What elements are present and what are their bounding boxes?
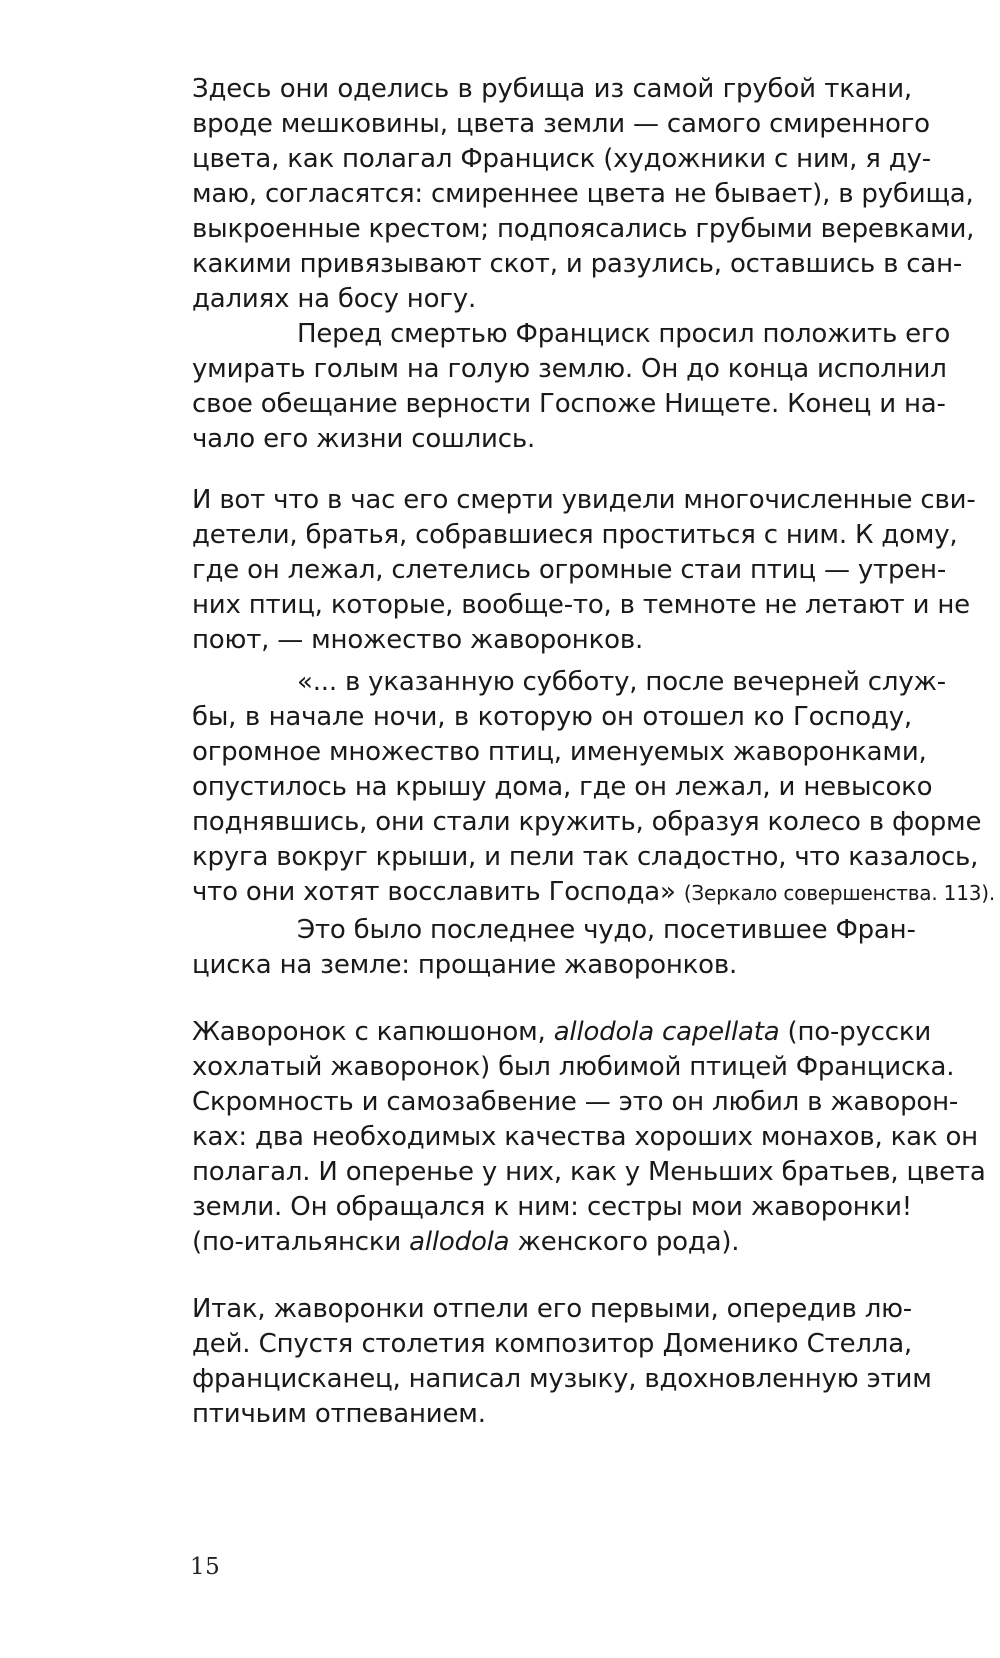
text-line: чало его жизни сошлись. (192, 424, 536, 454)
text-line (192, 1015, 932, 1050)
text-line: детели, братья, собравшиеся проститься с ним. К дому, (192, 520, 958, 550)
text-line: Здесь они оделись в рубища из самой грубой ткани, (192, 74, 912, 104)
source-citation: (Зеркало совершенства. 113). (683, 881, 996, 905)
paragraph-7 (192, 1292, 932, 1432)
text-line: вроде мешковины, цвета земли — самого смиренного (192, 109, 930, 139)
text-line: где он лежал, слетелись огромные стаи птиц — утрен- (192, 555, 947, 585)
paragraph-5 (192, 913, 916, 983)
text-line: бы, в начале ночи, в которую он отошел ко Господу, (192, 702, 912, 732)
text-line: францисканец, написал музыку, вдохновленную этим (192, 1364, 932, 1394)
text-run: (по-итальянски (192, 1227, 410, 1257)
text-line: них птиц, которые, вообще-то, в темноте не летают и не (192, 590, 970, 620)
text-line: Это было последнее чудо, посетившее Фран- (297, 915, 916, 945)
paragraph-1 (192, 72, 975, 317)
text-line: умирать голым на голую землю. Он до конца исполнил (192, 354, 947, 384)
text-line (192, 1225, 912, 1260)
text-line: Итак, жаворонки отпели его первыми, опередив лю- (192, 1294, 912, 1324)
text-line: полагал. И оперенье у них, как у Меньших братьев, цвета (192, 1157, 986, 1187)
text-line: хохлатый жаворонок) был любимой птицей Франциска. (192, 1052, 955, 1082)
italic-term: allodola (409, 1227, 510, 1257)
paragraph-3 (192, 483, 976, 658)
text-line: поют, — множество жаворонков. (192, 625, 644, 655)
text-run: Жаворонок с капюшоном, (192, 1017, 554, 1047)
text-line: земли. Он обращался к ним: сестры мои жаворонки! (192, 1192, 912, 1222)
text-line: Перед смертью Франциск просил положить его (297, 319, 951, 349)
page-number: 15 (190, 1554, 221, 1580)
text-run: женского рода). (509, 1227, 740, 1257)
text-line: опустилось на крышу дома, где он лежал, и невысоко (192, 772, 933, 802)
paragraph-4-quote (192, 665, 996, 910)
quote-end: что они хотят восславить Господа» (192, 877, 676, 907)
text-line: И вот что в час его смерти увидели многочисленные сви- (192, 485, 976, 515)
text-line: «... в указанную субботу, после вечерней служ- (297, 667, 946, 697)
text-line: дей. Спустя столетия композитор Доменико Стелла, (192, 1329, 912, 1359)
italic-term: allodola capellata (553, 1017, 780, 1047)
text-line: маю, согласятся: смиреннее цвета не бывает), в рубища, (192, 179, 974, 209)
text-line: птичьим отпеванием. (192, 1399, 486, 1429)
text-line (192, 875, 996, 910)
text-line: какими привязывают скот, и разулись, оставшись в сан- (192, 249, 963, 279)
text-line: круга вокруг крыши, и пели так сладостно, что казалось, (192, 842, 979, 872)
text-line: поднявшись, они стали кружить, образуя колесо в форме (192, 807, 982, 837)
text-line: выкроенные крестом; подпоясались грубыми веревками, (192, 214, 975, 244)
text-line: ках: два необходимых качества хороших монахов, как он (192, 1122, 978, 1152)
paragraph-2 (192, 317, 951, 457)
text-line: циска на земле: прощание жаворонков. (192, 950, 738, 980)
text-run: (по-русски (779, 1017, 932, 1047)
text-line: свое обещание верности Госпоже Нищете. Конец и на- (192, 389, 946, 419)
paragraph-6 (192, 1015, 986, 1260)
text-line: огромное множество птиц, именуемых жаворонками, (192, 737, 927, 767)
text-line: далиях на босу ногу. (192, 284, 477, 314)
text-line: цвета, как полагал Франциск (художники с ним, я ду- (192, 144, 931, 174)
text-line: Скромность и самозабвение — это он любил в жаворон- (192, 1087, 959, 1117)
